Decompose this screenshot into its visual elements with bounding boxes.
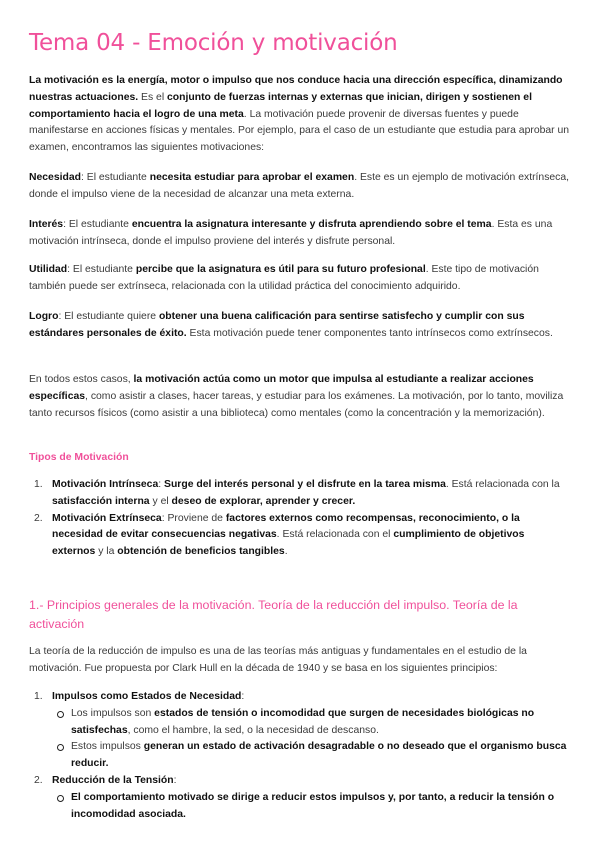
necesidad-paragraph (29, 170, 571, 204)
necesidad-bold: necesita estudiar para aprobar el examen (149, 172, 355, 183)
circle-bullet-icon (57, 711, 64, 718)
list-number: 2. (34, 512, 43, 524)
necesidad-text-1: : El estudiante (80, 172, 150, 183)
interes-label: Interés (29, 219, 64, 230)
interes-text-2: . Esta es una motivación intrínseca, donde el impulso proviene del interés y disfrute personal. (29, 219, 553, 247)
principio-label: Reducción de la Tensión (52, 774, 174, 786)
tipo-bold: satisfacción interna (52, 495, 150, 507)
sub-text: Los impulsos son (71, 707, 155, 719)
tipo-label: Motivación Intrínseca (52, 479, 159, 490)
principio-colon: : (241, 691, 245, 702)
tipos-list (29, 477, 569, 561)
intro-bold-1: La motivación es la energía, motor o impulso que nos conduce hacia una dirección específica, dinamizando nuestras actuaciones. (29, 75, 563, 103)
interes-bold: encuentra la asignatura interesante y disfruta aprendiendo sobre el tema (131, 219, 492, 230)
intro-bold-2: conjunto de fuerzas internas y externas que inician, dirigen y sostienen el comportamiento hacia el logro de una meta (29, 91, 532, 120)
list-item (29, 689, 569, 773)
utilidad-text-2: . Este tipo de motivación también puede ser extrínseca, relacionada con la utilidad práctica del conocimiento adquirido. (29, 264, 539, 292)
tipo-text: . Está relacionada con la (445, 479, 560, 490)
intro-text-1: Es el (138, 91, 168, 103)
principios-list (29, 689, 569, 823)
logro-text-1: : El estudiante quiere (58, 311, 159, 322)
necesidad-text-2: . Este es un ejemplo de motivación extrínseca, donde el impulso viene de la necesidad de alcanzar una meta externa. (29, 172, 570, 200)
tipo-bold: factores externos como recompensas, reconocimiento, o la necesidad de evitar consecuencias negativas (52, 512, 520, 541)
section-intro: La teoría de la reducción de impulso es una de las teorías más antiguas y fundamentales en el estudio de la motivación. Fue propuesta por Clark Hull en la década de 1940 y se basa en los siguientes principios: (29, 646, 527, 674)
tipo-text: y el (149, 495, 172, 507)
intro-text-2: . La motivación puede provenir de diversas fuentes y puede manifestarse en acciones físicas y mentales. Por ejemplo, para el caso de un estudiante que estudia para aprobar un examen, encontramos las siguientes motivaciones: (29, 108, 570, 154)
tipo-bold: obtención de beneficios tangibles (117, 546, 285, 558)
principio-colon: : (173, 774, 177, 786)
circle-bullet-icon (57, 744, 64, 751)
interes-paragraph (29, 217, 571, 251)
utilidad-bold: percibe que la asignatura es útil para su futuro profesional (135, 264, 426, 275)
list-number: 1. (34, 479, 43, 490)
circle-bullet-icon (57, 795, 64, 802)
sub-text: , como el hambre, la sed, o la necesidad de descanso. (127, 724, 379, 736)
sub-bold: estados de tensión o incomodidad que surgen de necesidades biológicas no satisfechas (71, 707, 535, 736)
tipo-text: y la (95, 546, 118, 558)
utilidad-text-1: : El estudiante (67, 264, 136, 275)
list-item (29, 477, 569, 511)
sub-bold: El comportamiento motivado se dirige a reducir estos impulsos y, por tanto, a reducir la tensión o incomodidad asociada. (71, 791, 555, 820)
tipo-bold: deseo de explorar, aprender y crecer. (171, 495, 356, 507)
interes-text-1: : El estudiante (63, 219, 132, 230)
logro-label: Logro (29, 311, 59, 322)
sub-text: Estos impulsos (71, 741, 144, 753)
sub-bold: generan un estado de activación desagradable o no deseado que el organismo busca reducir. (71, 741, 567, 770)
logro-bold: obtener una buena calificación para sentirse satisfecho y cumplir con sus estándares personales de éxito. (29, 311, 525, 339)
tipo-label: Motivación Extrínseca (52, 512, 162, 524)
tipo-text: . (284, 546, 288, 558)
utilidad-paragraph (29, 262, 571, 296)
tipo-text: : Proviene de (161, 512, 226, 524)
sub-list (52, 706, 569, 773)
list-item (29, 773, 569, 823)
utilidad-label: Utilidad (29, 264, 68, 275)
list-number: 2. (34, 774, 43, 786)
tipos-heading: Tipos de Motivación (29, 452, 129, 463)
list-item (29, 511, 569, 561)
sub-list-item (52, 706, 569, 740)
tipo-text: : (158, 479, 165, 490)
tipo-bold: cumplimiento de objetivos externos (52, 529, 525, 558)
principio-label: Impulsos como Estados de Necesidad (52, 691, 242, 702)
intro-paragraph (29, 73, 571, 157)
sub-list-item (52, 739, 569, 773)
tipo-text: . Está relacionada con el (276, 529, 394, 541)
casos-paragraph (29, 372, 571, 422)
logro-text-2: Esta motivación puede tener componentes tanto intrínsecos como extrínsecos. (186, 327, 553, 339)
necesidad-label: Necesidad (29, 172, 81, 183)
sub-list-item (52, 790, 569, 824)
page-title: Tema 04 - Emoción y motivación (29, 30, 398, 56)
tipo-bold: Surge del interés personal y el disfrute en la tarea misma (164, 479, 446, 490)
casos-bold: la motivación actúa como un motor que impulsa al estudiante a realizar acciones específicas (29, 374, 534, 402)
list-number: 1. (34, 691, 43, 702)
casos-text-1: En todos estos casos, (29, 374, 134, 385)
casos-text-2: , como asistir a clases, hacer tareas, y estudiar para los exámenes. La motivación, por lo tanto, moviliza tanto recursos físicos (como asistir a una biblioteca) como mentales (como la concentración y la memorización). (29, 390, 564, 419)
sub-list (52, 790, 569, 824)
section-title: 1.- Principios generales de la motivación. Teoría de la reducción del impulso. Teoría de la activación (29, 598, 518, 631)
logro-paragraph (29, 309, 571, 343)
